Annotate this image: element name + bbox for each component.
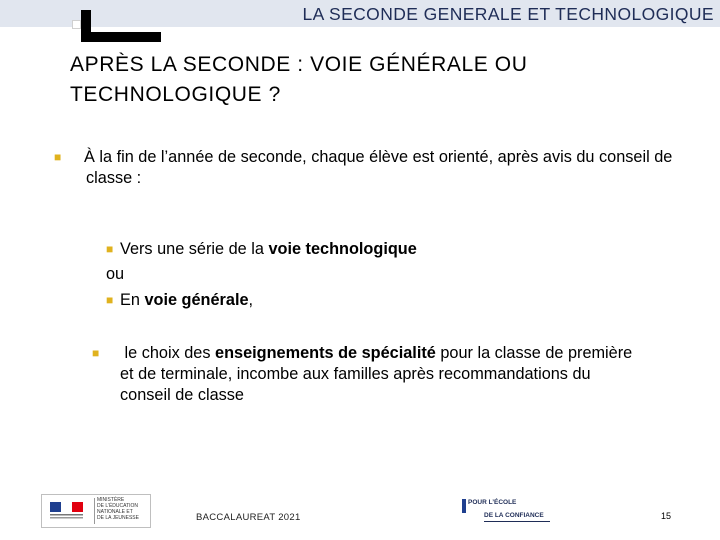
bullet-icon: ■ bbox=[106, 242, 114, 256]
logo-separator bbox=[94, 498, 95, 524]
corner-square bbox=[72, 20, 81, 29]
footer-baccalaureat: BACCALAUREAT 2021 bbox=[196, 512, 301, 523]
option1-prefix: Vers une série de la bbox=[120, 240, 269, 258]
option1-bold: voie technologique bbox=[268, 240, 417, 258]
ministry-line: MINISTÈRE bbox=[97, 497, 125, 503]
section-title: LA SECONDE GENERALE ET TECHNOLOGIQUE bbox=[302, 4, 714, 24]
marianne-logo-icon bbox=[46, 499, 90, 521]
ministry-logo-text bbox=[97, 497, 139, 521]
specialty-suffix: pour la classe de première et de terminale, incombe aux familles après recommandations du conseil de classe bbox=[120, 344, 633, 404]
corner-bracket-mark bbox=[72, 6, 162, 38]
option2-prefix: En bbox=[120, 291, 145, 309]
corner-horizontal-bar bbox=[81, 32, 161, 42]
intro-text: À la fin de l’année de seconde, chaque élève est orienté, après avis du conseil de classe : bbox=[84, 148, 673, 187]
specialty-prefix: le choix des bbox=[120, 344, 216, 362]
option-technologique bbox=[106, 239, 417, 260]
option2-suffix: , bbox=[248, 291, 254, 309]
option-generale bbox=[106, 290, 253, 311]
logo-line-1: POUR L’ÉCOLE bbox=[468, 499, 517, 506]
bullet-icon: ■ bbox=[54, 150, 62, 164]
specialty-bold: enseignements de spécialité bbox=[215, 344, 436, 362]
or-text: ou bbox=[106, 265, 125, 283]
intro-paragraph bbox=[54, 147, 696, 189]
logo-underline bbox=[484, 521, 550, 522]
page-number: 15 bbox=[661, 511, 672, 521]
logo-line-2: DE LA CONFIANCE bbox=[484, 512, 544, 519]
ecole-confiance-logo bbox=[462, 496, 552, 526]
bullet-icon: ■ bbox=[106, 293, 114, 307]
bullet-icon: ■ bbox=[92, 346, 100, 360]
ministry-logo bbox=[41, 494, 151, 528]
ministry-line: DE L’ÉDUCATION bbox=[97, 503, 139, 509]
option2-bold: voie générale bbox=[144, 291, 249, 309]
ministry-line: DE LA JEUNESSE bbox=[97, 515, 139, 521]
logo-bar bbox=[462, 499, 466, 513]
slide-title: APRÈS LA SECONDE : VOIE GÉNÉRALE OU TECHNOLOGIQUE ? bbox=[70, 53, 528, 106]
ministry-line: NATIONALE ET bbox=[97, 509, 133, 515]
specialty-paragraph bbox=[92, 343, 640, 406]
